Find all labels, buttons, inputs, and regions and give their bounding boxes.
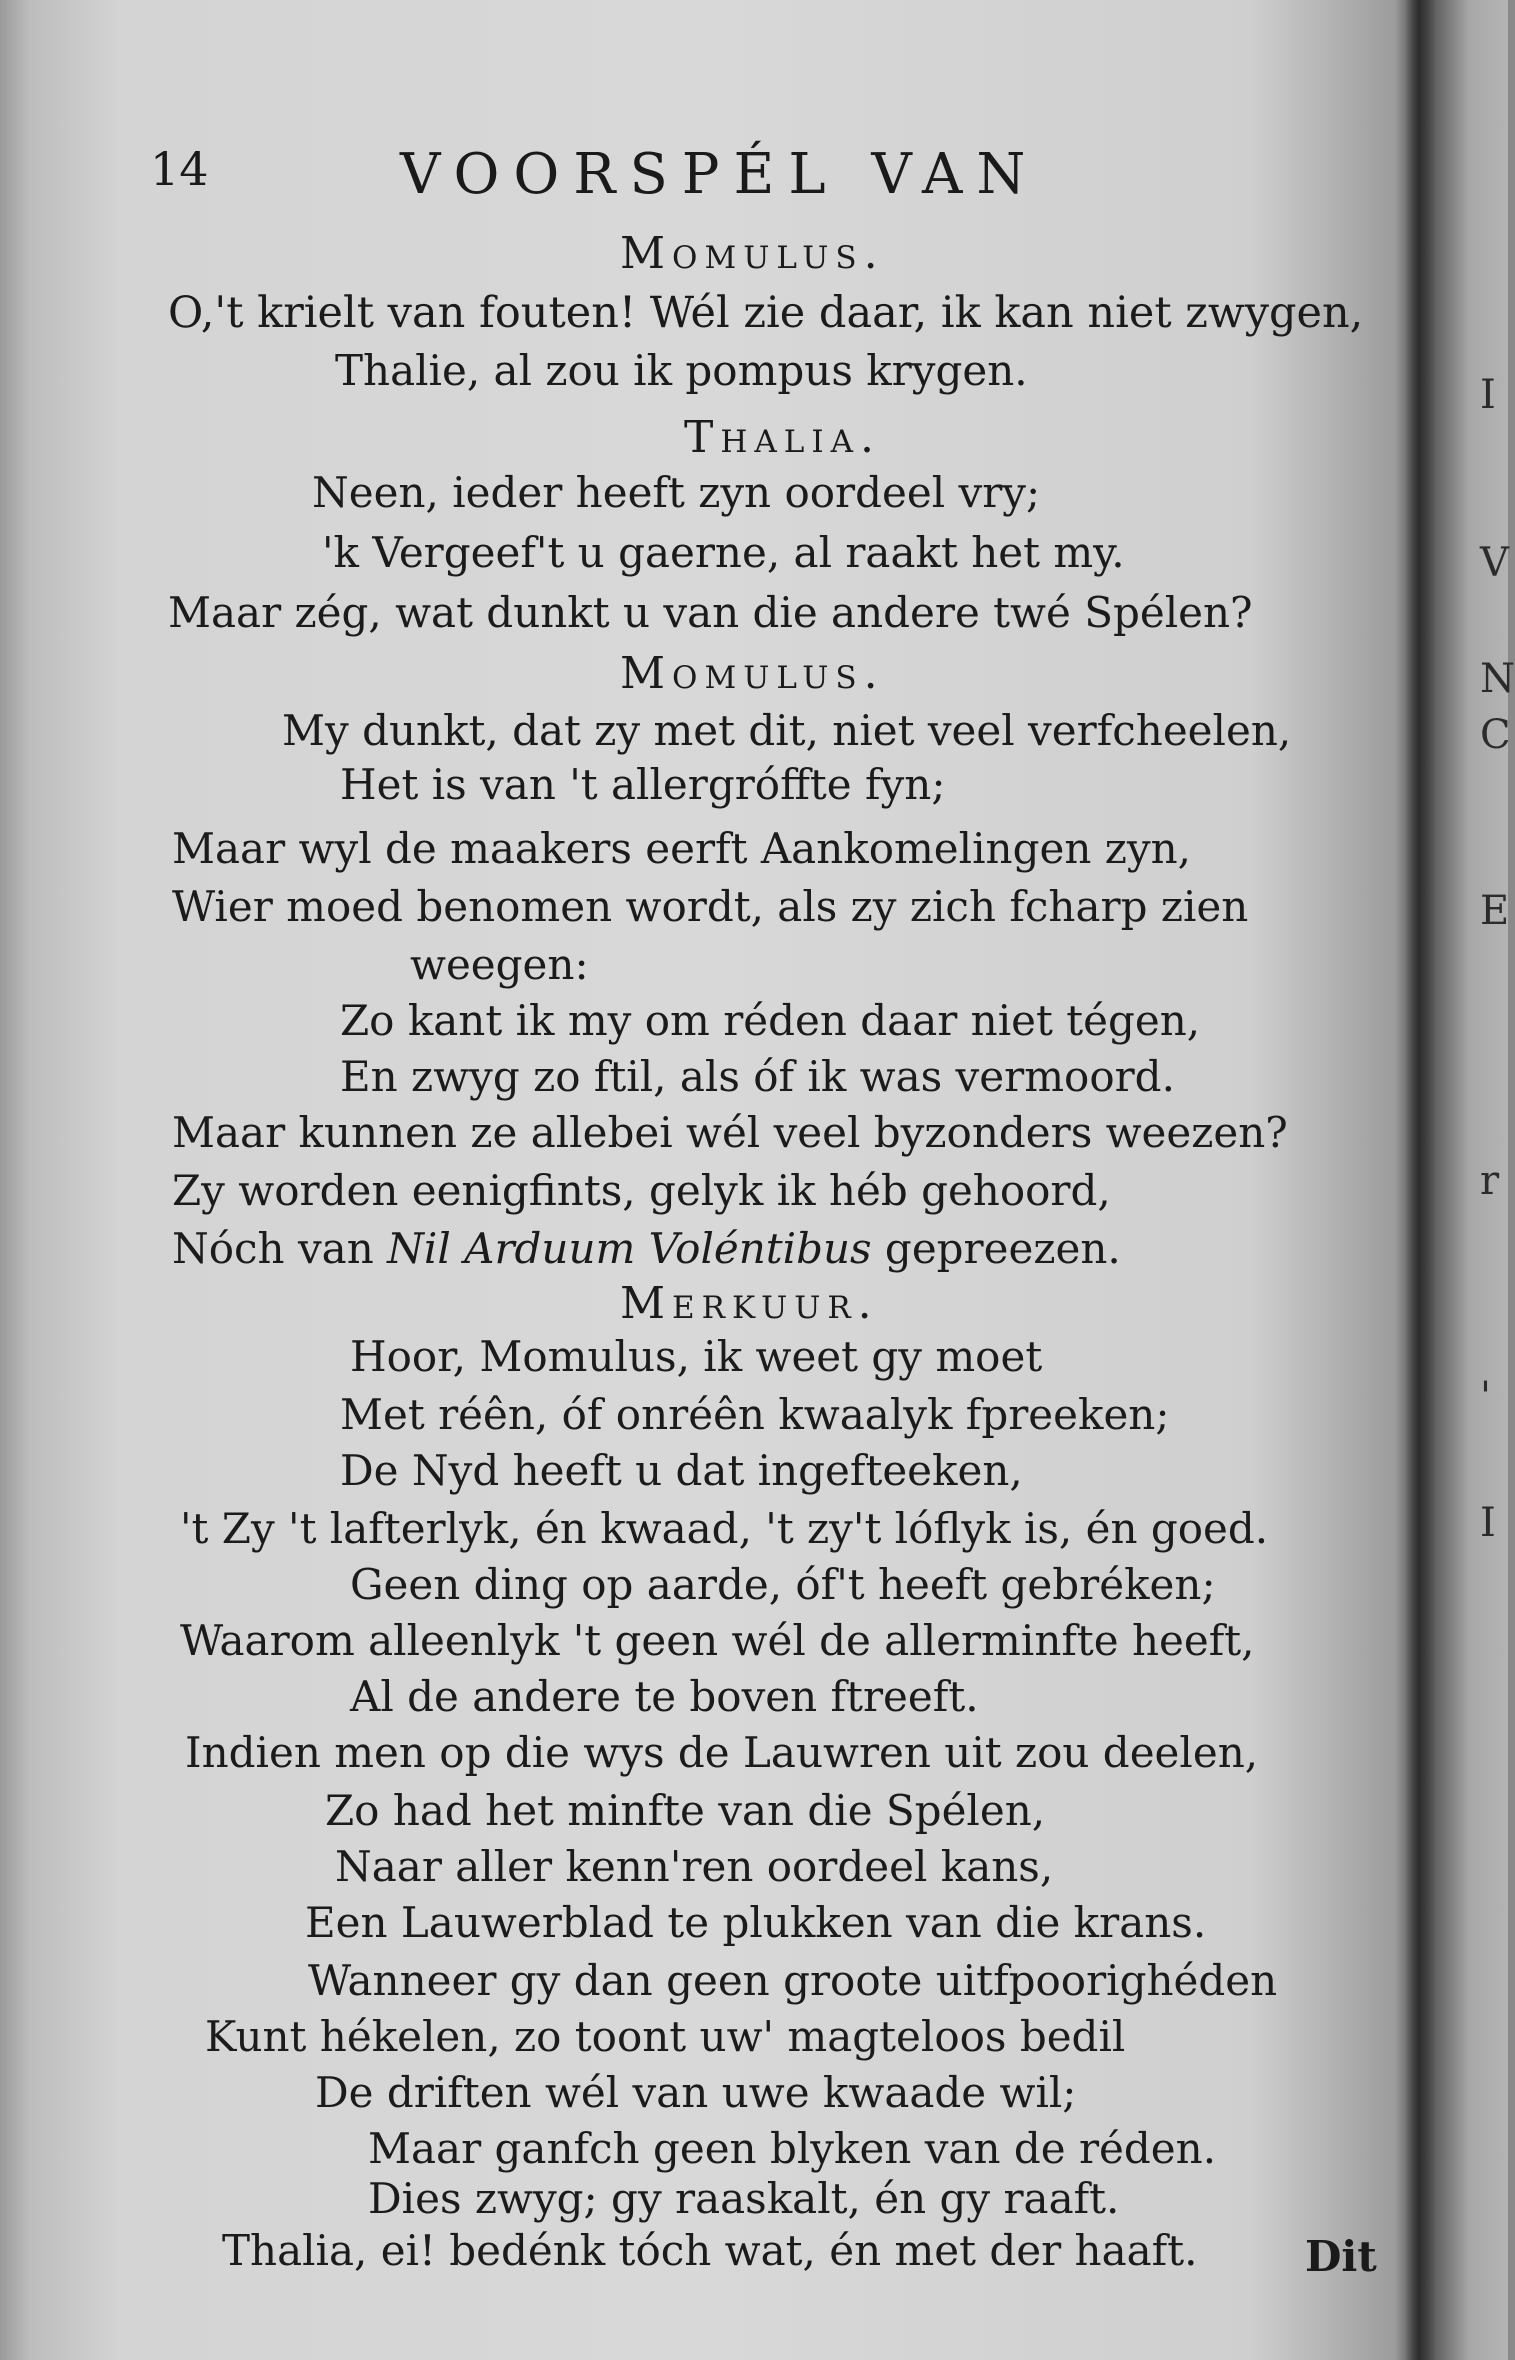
verse-line: Zo kant ik my om réden daar niet tégen, <box>340 996 1201 1045</box>
facing-letter: C <box>1480 712 1511 758</box>
verse-line: O,'t krielt van fouten! Wél zie daar, ik kan niet zwygen, <box>168 288 1364 338</box>
verse-line: 't Zy 't lafterlyk, én kwaad, 't zy't lóflyk is, én goed. <box>180 1504 1269 1553</box>
book-spine-gutter <box>1405 0 1437 2360</box>
verse-line: En zwyg zo ftil, als óf ik was vermoord. <box>340 1052 1175 1101</box>
facing-letter: V <box>1480 540 1509 586</box>
verse-line: Neen, ieder heeft zyn oordeel vry; <box>312 468 1041 517</box>
speaker-heading: Momulus. <box>620 228 885 279</box>
verse-line: Hoor, Momulus, ik weet gy moet <box>350 1332 1043 1381</box>
verse-line: Maar kunnen ze allebei wél veel byzonders weezen? <box>172 1108 1288 1157</box>
verse-line: Thalie, al zou ik pompus krygen. <box>335 346 1028 395</box>
verse-line: Maar wyl de maakers eerft Aankomelingen zyn, <box>172 824 1191 873</box>
verse-line: Het is van 't allergróffte fyn; <box>340 760 946 809</box>
italic-title: Nil Arduum Voléntibus <box>387 1224 872 1273</box>
verse-line: Al de andere te boven ftreeft. <box>350 1672 979 1721</box>
verse-line: Zy worden eenigfints, gelyk ik héb gehoord, <box>172 1166 1111 1215</box>
verse-line: Geen ding op aarde, óf't heeft gebréken; <box>350 1560 1216 1609</box>
verse-text: Nóch van <box>172 1224 388 1273</box>
verse-line: Een Lauwerblad te plukken van die krans. <box>305 1898 1207 1947</box>
facing-letter: E <box>1480 888 1510 934</box>
verse-line: Thalia, ei! bedénk tóch wat, én met der haaft. <box>222 2226 1198 2275</box>
verse-line: De Nyd heeft u dat ingefteeken, <box>340 1446 1023 1495</box>
verse-line: Zo had het minfte van die Spélen, <box>325 1786 1046 1835</box>
facing-letter: I <box>1480 372 1496 418</box>
verse-line-with-italic <box>172 1224 1121 1273</box>
verse-line: Met réên, óf onréên kwaalyk fpreeken; <box>340 1390 1170 1439</box>
verse-line: Naar aller kenn'ren oordeel kans, <box>335 1842 1054 1891</box>
verse-line: Waarom alleenlyk 't geen wél de allerminfte heeft, <box>180 1616 1255 1665</box>
speaker-heading: Thalia. <box>684 412 881 463</box>
facing-letter: N <box>1480 656 1515 702</box>
facing-letter: ' <box>1480 1374 1491 1420</box>
page-number: 14 <box>150 142 209 196</box>
facing-letter: r <box>1480 1158 1500 1204</box>
verse-line: Wanneer gy dan geen groote uitfpoorighéden <box>308 1956 1278 2005</box>
verse-line: Kunt hékelen, zo toont uw' magteloos bedil <box>205 2012 1126 2061</box>
verse-line: Maar ganfch geen blyken van de réden. <box>368 2124 1217 2173</box>
running-head: VOORSPÉL VAN <box>400 142 1040 207</box>
facing-page-edge <box>1480 0 1515 2360</box>
speaker-heading: Momulus. <box>620 648 885 699</box>
verse-line: Wier moed benomen wordt, als zy zich fcharp zien <box>172 882 1249 931</box>
facing-letter: I <box>1480 1500 1496 1546</box>
verse-line: weegen: <box>410 940 589 989</box>
verse-line: 'k Vergeef't u gaerne, al raakt het my. <box>322 528 1125 577</box>
verse-line: Dies zwyg; gy raaskalt, én gy raaft. <box>368 2174 1120 2223</box>
verse-line: My dunkt, dat zy met dit, niet veel verfcheelen, <box>282 706 1292 755</box>
page-header <box>150 142 1200 212</box>
speaker-heading: Merkuur. <box>620 1278 879 1329</box>
verse-text: gepreezen. <box>871 1224 1121 1273</box>
catchword: Dit <box>1305 2232 1377 2281</box>
verse-line: Indien men op die wys de Lauwren uit zou deelen, <box>185 1728 1259 1777</box>
verse-line: De driften wél van uwe kwaade wil; <box>315 2068 1077 2117</box>
verse-line: Maar zég, wat dunkt u van die andere twé Spélen? <box>168 588 1253 637</box>
